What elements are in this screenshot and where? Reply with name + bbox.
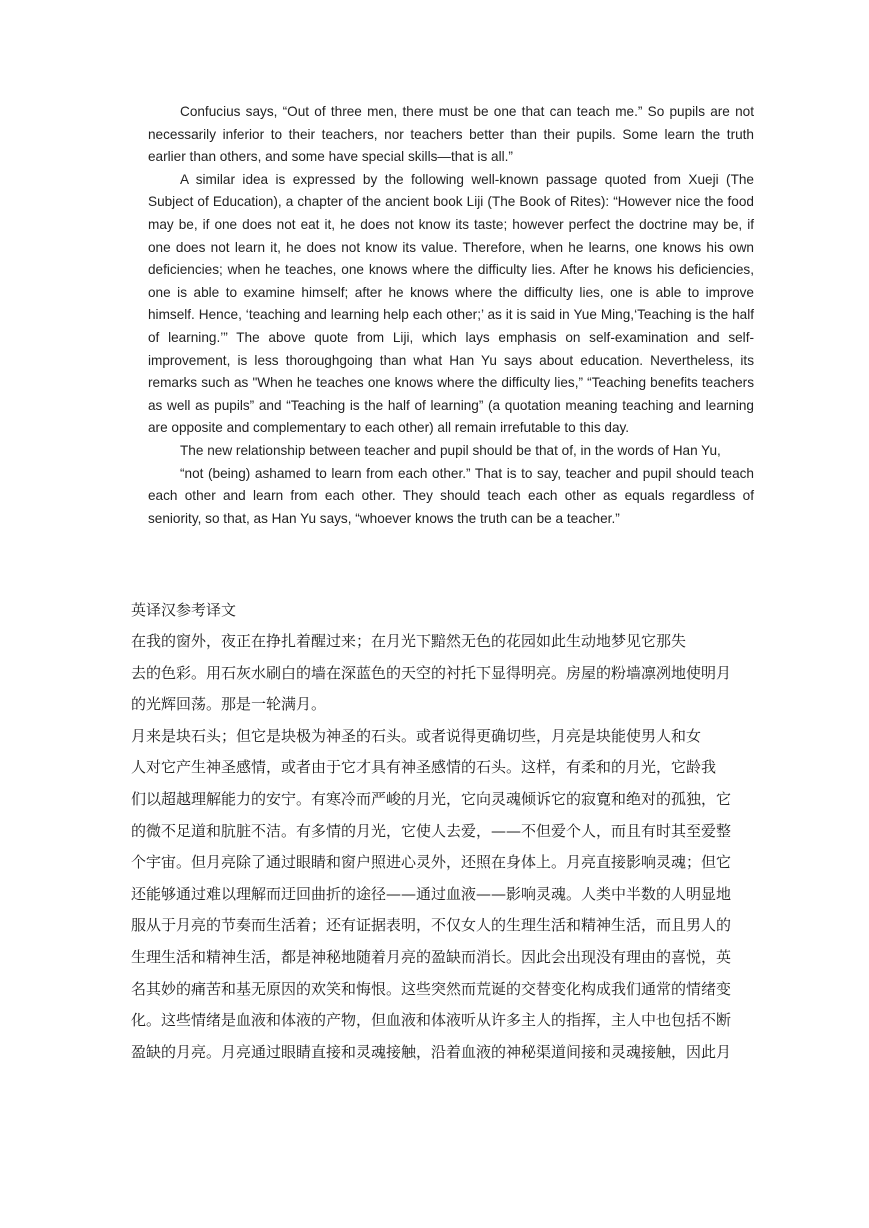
english-paragraph-1: Confucius says, “Out of three men, there must be one that can teach me.” So pupils are not necessarily inferior to their teachers, nor teachers better than their pupils. Some learn the truth earlier than others, and some have special skills—that is all.” [148,104,754,165]
chinese-line: 的光辉回荡。那是一轮满月。 [131,695,327,714]
chinese-line: 名其妙的痛苦和基无原因的欢笑和悔恨。这些突然而荒诞的交替变化构成我们通常的情绪变 [131,979,732,998]
english-paragraph-3-rest: “not (being) ashamed to learn from each other.” That is to say, teacher and pupil should teach each other and learn from each other. They should teach each other as equals regardless of seniority, so that, as Han Yu says, “whoever knows the truth can be a teacher.” [148,465,754,526]
chinese-line: 盈缺的月亮。月亮通过眼睛直接和灵魂接触，沿着血液的神秘渠道间接和灵魂接触，因此月 [131,1042,732,1061]
chinese-line: 服从于月亮的节奏而生活着；还有证据表明，不仅女人的生理生活和精神生活，而且男人的 [131,916,732,935]
chinese-line: 们以超越理解能力的安宁。有寒冷而严峻的月光，它向灵魂倾诉它的寂寛和绝对的孤独，它 [131,789,732,808]
chinese-translation [131,626,751,1068]
chinese-line: 个宇宙。但月亮除了通过眼睛和窗户照进心灵外，还照在身体上。月亮直接影响灵魂；但它 [131,853,732,872]
english-passage [148,101,754,530]
chinese-line: 月来是块石头；但它是块极为神圣的石头。或者说得更确切些，月亮是块能使男人和女 [131,726,702,745]
english-paragraph-3-first-line: The new relationship between teacher and pupil should be that of, in the words of Han Yu, [180,442,721,458]
chinese-line: 去的色彩。用石灰水刷白的墙在深蓝色的天空的衬托下显得明亮。房屋的粉墙凛冽地使明月 [131,663,732,682]
english-paragraph-2: A similar idea is expressed by the following well-known passage quoted from Xueji (The Subject of Education), a chapter of the ancient book Liji (The Book of Rites): “However nice the food may be, if one does not eat it, he does not know its taste; however perfect the doctrine may be, if one does not learn it, he does not know its value. Therefore, when he learns, one knows his own deficiencies; when he teaches, one knows where the difficulty lies. After he knows his deficiencies, one is able to examine himself; after he knows where the difficulty lies, one is able to improve himself. Hence, ‘teaching and learning help each other;’ as it is said in Yue Ming,‘Teaching is the half of learning.’” The above quote from Liji, which lays emphasis on self-examination and self-improvement, is less thoroughgoing than what Han Yu says about education. Nevertheless, its remarks such as "When he teaches one knows where the difficulty lies,” “Teaching benefits teachers as well as pupils” and “Teaching is the half of learning” (a quotation meaning teaching and learning are opposite and complementary to each other) all remain irrefutable to this day. [148,171,754,436]
chinese-line: 还能够通过难以理解而迂回曲折的途径——通过血液——影响灵魂。人类中半数的人明显地 [131,884,732,903]
chinese-line: 化。这些情绪是血液和体液的产物，但血液和体液听从许多主人的指挥，主人中也包括不断 [131,1011,732,1030]
chinese-line: 人对它产生神圣感情，或者由于它才具有神圣感情的石头。这样，有柔和的月光，它龄我 [131,758,717,777]
translation-heading: 英译汉参考译文 [131,601,237,619]
chinese-line: 生理生活和精神生活，都是神秘地随着月亮的盈缺而消长。因此会出现没有理由的喜悦，英 [131,947,732,966]
chinese-line: 在我的窗外，夜正在挣扎着醒过来；在月光下黯然无色的花园如此生动地梦见它那失 [131,632,687,650]
chinese-line: 的微不足道和肮脏不洁。有多情的月光，它使人去爱，——不但爱个人，而且有时其至爱整 [131,821,732,840]
